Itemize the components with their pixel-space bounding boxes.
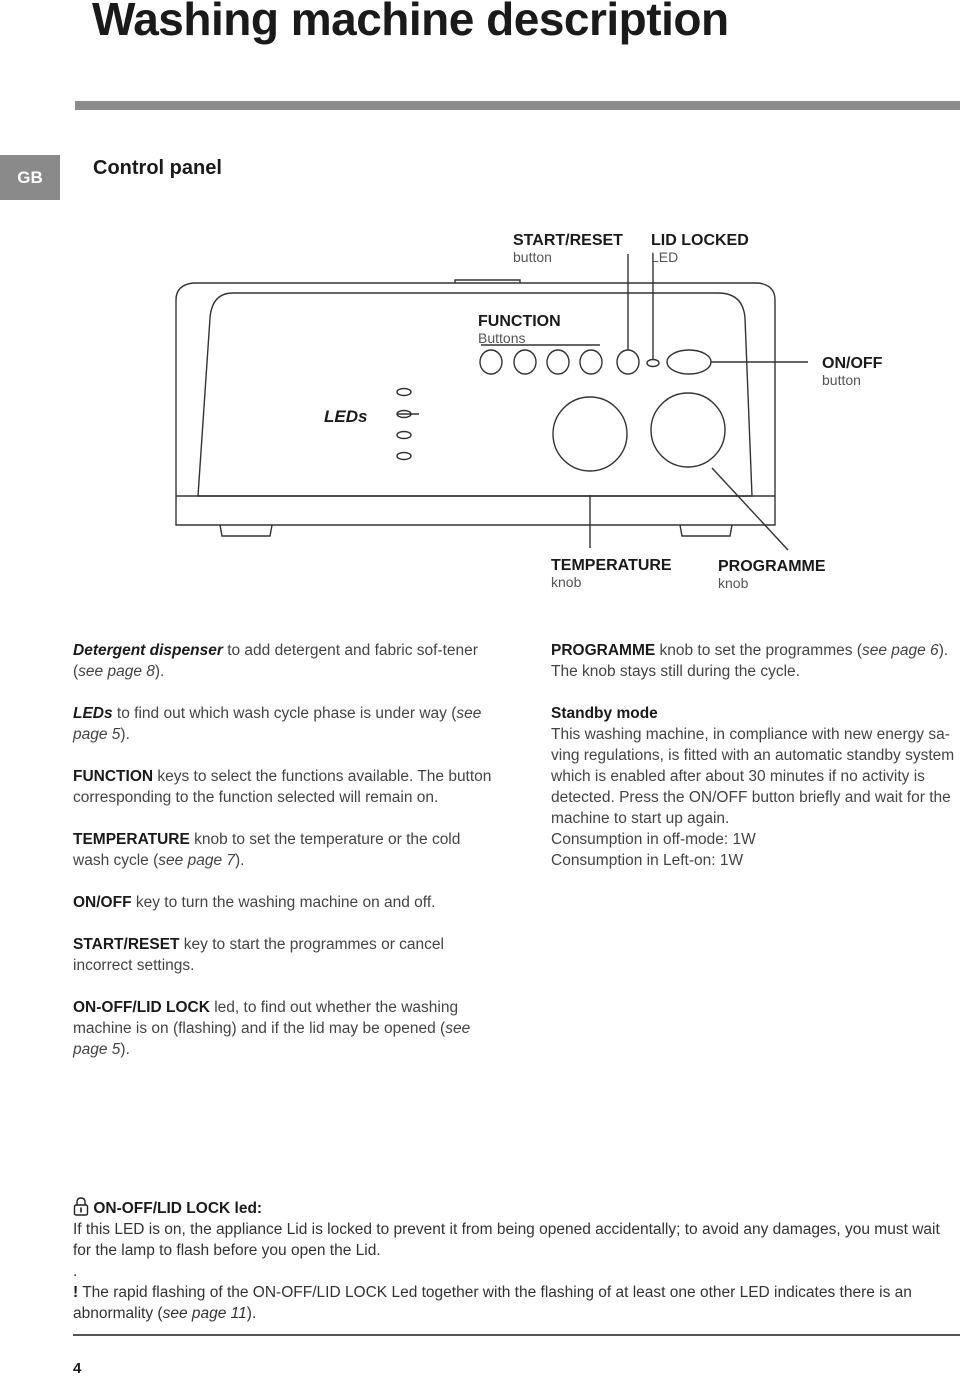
desc-detergent-dispenser: Detergent dispenser to add detergent and fabric sof-tener (see page 8). bbox=[73, 642, 478, 680]
function-callout: FUNCTION Buttons bbox=[478, 313, 561, 346]
consumption-off-mode: Consumption in off-mode: 1W bbox=[551, 831, 756, 848]
lid-locked-callout: LID LOCKED LED bbox=[651, 232, 749, 265]
function-button-4 bbox=[580, 350, 602, 374]
programme-callout: PROGRAMME knob bbox=[718, 558, 826, 591]
on-off-button bbox=[667, 350, 711, 374]
function-button-3 bbox=[547, 350, 569, 374]
desc-leds: LEDs to find out which wash cycle phase is under way (see page 5). bbox=[73, 705, 482, 743]
leds-callout: LEDs bbox=[324, 407, 368, 426]
led-3 bbox=[397, 432, 411, 439]
standby-text: This washing machine, in compliance with new energy sa-ving regulations, is fitted with an automatic standby system which is enabled after about 30 minutes if no activity is detected. Press the ON/OFF button briefly and wait for the machine to start up again. bbox=[551, 726, 955, 827]
language-tab: GB bbox=[0, 155, 60, 200]
note-dot: . bbox=[73, 1263, 78, 1280]
section-heading: Control panel bbox=[93, 157, 222, 179]
start-reset-button bbox=[617, 350, 639, 374]
note-heading: ON-OFF/LID LOCK led: bbox=[73, 1196, 953, 1219]
desc-programme: PROGRAMME knob to set the programmes (see page 6). The knob stays still during the cycle. bbox=[551, 642, 949, 680]
desc-start-reset: START/RESET key to start the programmes or cancel incorrect settings. bbox=[73, 936, 444, 974]
warning-icon: ! bbox=[73, 1284, 79, 1301]
temperature-knob bbox=[553, 397, 627, 471]
function-button-2 bbox=[514, 350, 536, 374]
lid-locked-led bbox=[647, 360, 659, 367]
desc-on-off: ON/OFF key to turn the washing machine on and off. bbox=[73, 894, 436, 911]
panel-face bbox=[198, 293, 752, 496]
padlock-icon bbox=[73, 1196, 89, 1216]
bottom-rule bbox=[73, 1334, 960, 1336]
note-warning: ! The rapid flashing of the ON-OFF/LID LOCK Led together with the flashing of at least one other LED indicates there is an abnormality (see page 11). bbox=[73, 1284, 912, 1322]
temperature-callout: TEMPERATURE knob bbox=[551, 557, 672, 590]
left-column bbox=[73, 640, 493, 1081]
programme-knob bbox=[651, 393, 725, 467]
desc-temperature: TEMPERATURE knob to set the temperature or the cold wash cycle (see page 7). bbox=[73, 831, 461, 869]
led-4 bbox=[397, 453, 411, 460]
start-reset-callout: START/RESET button bbox=[513, 232, 623, 265]
desc-function: FUNCTION keys to select the functions available. The button corresponding to the function selected will remain on. bbox=[73, 768, 492, 806]
lid-lock-note bbox=[73, 1196, 953, 1324]
consumption-left-on: Consumption in Left-on: 1W bbox=[551, 852, 744, 869]
panel-foot-right bbox=[680, 525, 732, 536]
panel-foot-left bbox=[220, 525, 272, 536]
on-off-callout: ON/OFF button bbox=[822, 355, 883, 388]
control-panel-diagram bbox=[0, 0, 960, 620]
standby-heading: Standby mode bbox=[551, 705, 658, 722]
function-button-1 bbox=[480, 350, 502, 374]
panel-outline bbox=[176, 283, 775, 525]
desc-on-off-lid-lock: ON-OFF/LID LOCK led, to find out whether the washing machine is on (flashing) and if the lid may be opened (see page 5). bbox=[73, 999, 471, 1058]
note-text: If this LED is on, the appliance Lid is locked to prevent it from being opened accidentally; to avoid any damages, you must wait for the lamp to flash before you open the Lid. bbox=[73, 1221, 940, 1259]
led-1 bbox=[397, 389, 411, 396]
right-column bbox=[551, 640, 956, 871]
page-title: Washing machine description bbox=[92, 0, 729, 45]
page-number: 4 bbox=[73, 1360, 82, 1377]
